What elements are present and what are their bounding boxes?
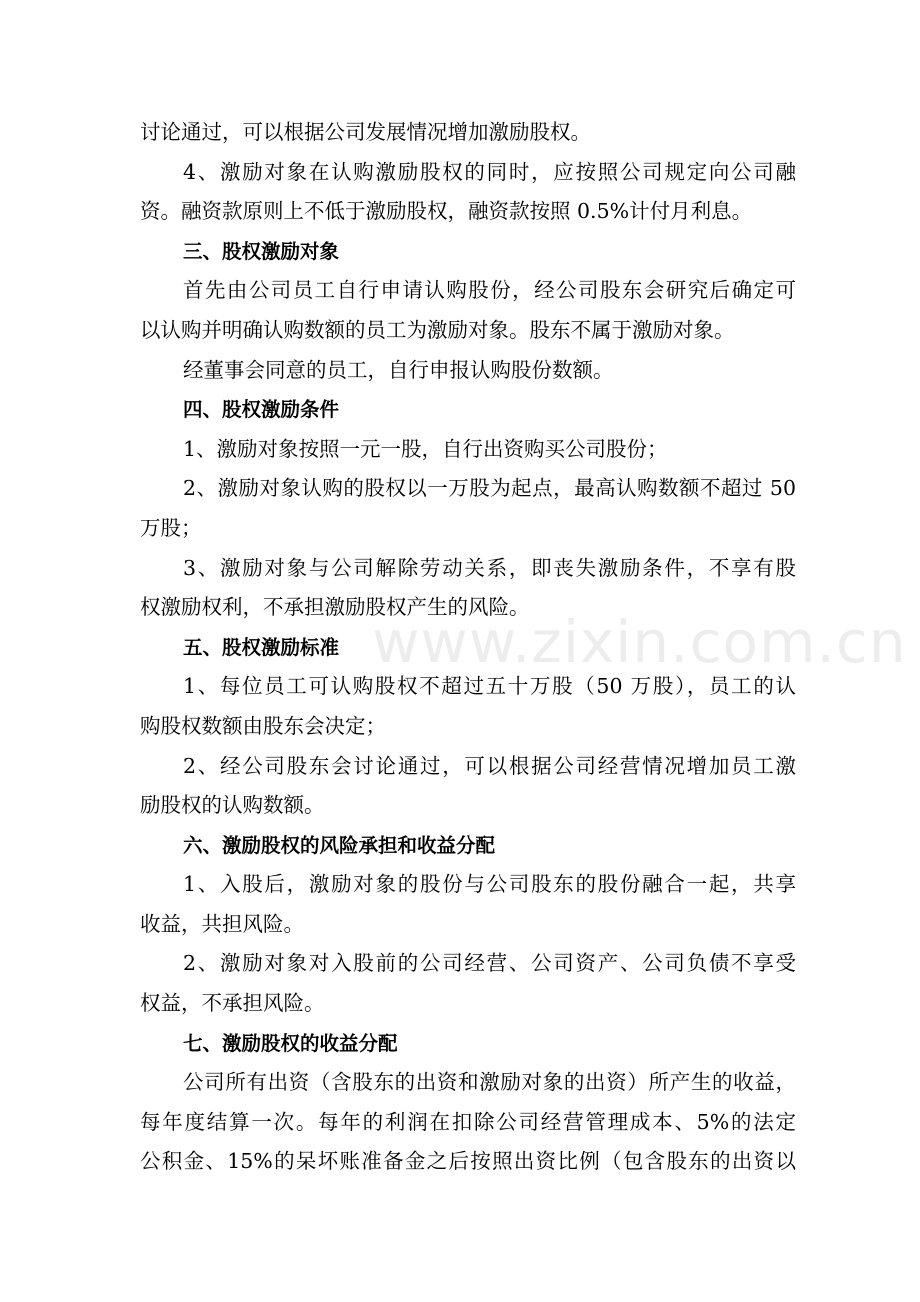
paragraph-line: 3、激励对象与公司解除劳动关系，即丧失激励条件，不享有股 (183, 555, 796, 580)
paragraph-line: 以认购并明确认购数额的员工为激励对象。股东不属于激励对象。 (140, 317, 735, 342)
section-heading: 七、激励股权的收益分配 (183, 1031, 398, 1055)
paragraph-line: 购股权数额由股东会决定； (140, 713, 386, 738)
paragraph-line: 经董事会同意的员工，自行申报认购股份数额。 (183, 357, 614, 382)
section-heading: 四、股权激励条件 (183, 398, 340, 422)
document-page (140, 113, 796, 1182)
section-heading: 六、激励股权的风险承担和收益分配 (183, 833, 496, 857)
paragraph-line: 讨论通过，可以根据公司发展情况增加激励股权。 (140, 120, 591, 144)
paragraph-line: 每年度结算一次。每年的利润在扣除公司经营管理成本、5%的法定 (140, 1109, 796, 1134)
section-heading: 三、股权激励对象 (183, 239, 340, 263)
paragraph-line: 权益，不承担风险。 (140, 991, 325, 1016)
paragraph-line: 万股； (140, 515, 202, 540)
paragraph-line: 权激励权利，不承担激励股权产生的风险。 (140, 595, 530, 620)
paragraph-line: 收益，共担风险。 (140, 911, 304, 936)
paragraph-line: 励股权的认购数额。 (140, 793, 325, 818)
watermark: www.zixin.com.cn (372, 608, 907, 676)
paragraph-line: 1、激励对象按照一元一股，自行出资购买公司股份； (183, 436, 668, 461)
paragraph-line: 2、激励对象认购的股权以一万股为起点，最高认购数额不超过 50 (183, 476, 796, 501)
paragraph-line: 资。融资款原则上不低于激励股权，融资款按照 0.5%计付月利息。 (140, 199, 753, 224)
paragraph-line: 2、经公司股东会讨论通过，可以根据公司经营情况增加员工激 (183, 753, 796, 778)
paragraph-line: 4、激励对象在认购激励股权的同时，应按照公司规定向公司融 (183, 159, 796, 184)
paragraph-line: 1、入股后，激励对象的股份与公司股东的股份融合一起，共享 (183, 872, 796, 897)
paragraph-line: 1、每位员工可认购股权不超过五十万股（50 万股），员工的认 (183, 674, 796, 699)
paragraph-line: 公积金、15%的呆坏账准备金之后按照出资比例（包含股东的出资以 (140, 1149, 796, 1174)
section-heading: 五、股权激励标准 (183, 635, 340, 659)
paragraph-line: 首先由公司员工自行申请认购股份，经公司股东会研究后确定可 (183, 278, 796, 303)
paragraph-line: 公司所有出资（含股东的出资和激励对象的出资）所产生的收益， (183, 1070, 796, 1095)
paragraph-line: 2、激励对象对入股前的公司经营、公司资产、公司负债不享受 (183, 951, 796, 976)
